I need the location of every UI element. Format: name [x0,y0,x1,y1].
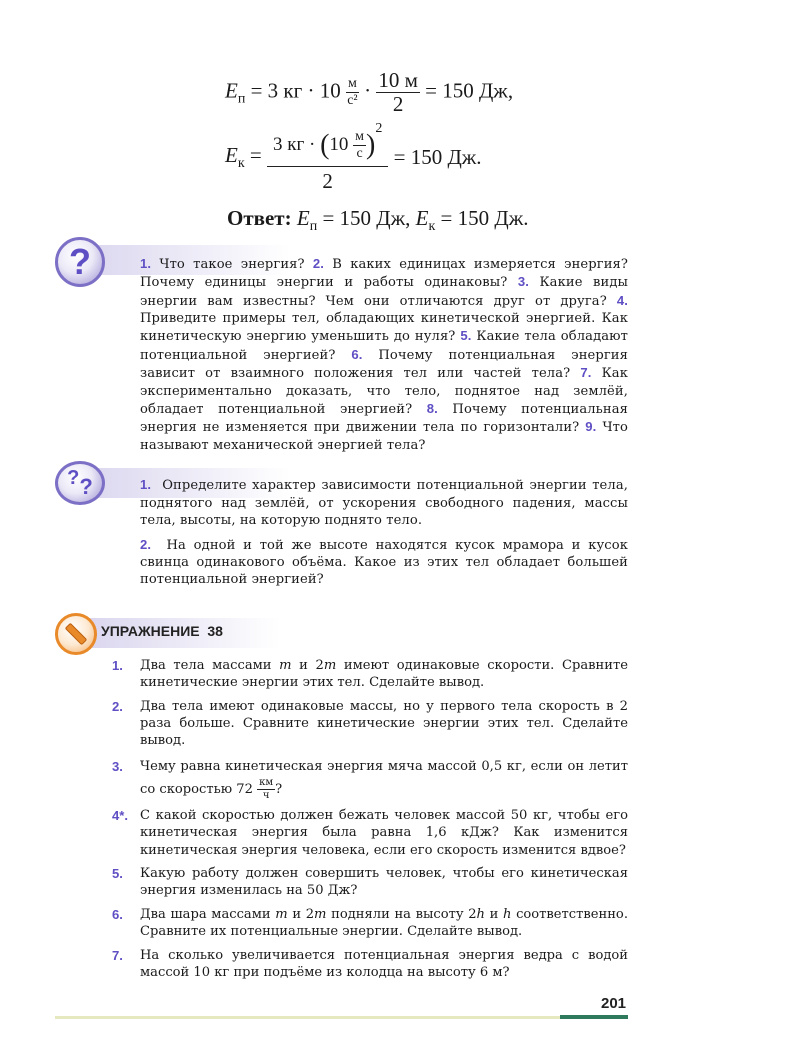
discussion-section [0,466,794,588]
discussion-questions-icon: ? ? [55,461,105,505]
questions-section [0,240,794,454]
exercise-item: 1. Два тела массами m и 2m имеют одинаковые скорости. Сравните кинетические энергии этих тел. Сделайте вывод. [112,657,628,691]
review-questions [140,255,628,454]
question-item: 4. Приведите примеры тел, обладающих кинетической энергией. Как кинетическую энергию уменьшить до нуля? [140,292,628,345]
footer-accent-bar [560,1015,628,1019]
exercise-item: 2. Два тела имеют одинаковые массы, но у первого тела скорость в 2 раза больше. Сравните кинетические энергии этих тел. Сделайте вывод. [112,698,628,749]
exercise-item: 3. Чему равна кинетическая энергия мяча массой 0,5 кг, если он летит со скоростью 72 $\frac{км}{ч}$ ? [112,758,628,801]
exercise-header [0,615,794,651]
question-item: 3. Какие виды энергии вам известны? Чем они отличаются друг от друга? [140,274,628,309]
formula-kinetic-energy: $E_к$ = 3 кг · (10 $\frac{м}{с}$ )$^2$ 2 = 150 Дж. [225,121,482,193]
page-footer [0,995,794,1019]
question-item: 7. Как экспериментально доказать, что тело, поднятое над землёй, обладает потенциальной энергией? [140,365,628,418]
exercise-item: 6. Два шара массами m и 2m подняли на высоту 2h и h соответственно. Сравните их потенциальные энергии. Сделайте вывод. [112,906,628,940]
pencil-icon [55,613,97,655]
question-item: 6. Почему потенциальная энергия зависит от взаимного положения тел или частей тела? [140,346,628,382]
question-item: 5. Какие тела обладают потенциальной энергией? [140,328,628,363]
footer-line [55,1016,560,1019]
question-item: 8. Почему потенциальная энергия не изменяется при движении тела по горизонтали? [140,401,628,436]
question-item: 9. Что называют механической энергией тела? [140,419,628,453]
formula-potential-energy: $E_п = 3$ кг · 10 $\frac{м}{\text{с²}}$ · $\frac{10 м}{2}$ = 150 Дж, [225,68,514,116]
discussion-item: 1. Определите характер зависимости потенциальной энергии тела, поднятого над землёй, от ускорения свободного падения, массы тела, высоты, на которую поднято тело. [140,477,633,529]
exercise-title: УПРАЖНЕНИЕ 38 [101,622,223,639]
page-number: 201 [601,995,627,1013]
question-mark-icon: ? [55,237,105,287]
question-item: 1. Что такое энергия? [140,255,313,272]
exercise-item: 4*. С какой скоростью должен бежать человек массой 50 кг, чтобы его кинетическая энергия была равна 1,6 кДж? Как изменится кинетическая энергия человека, если его скорость изменится вдвое? [112,807,628,858]
discussion-item: 2. На одной и той же высоте находятся кусок мрамора и кусок свинца одинакового объёма. Какое из этих тел обладает большей потенциальной энергией? [140,536,633,588]
exercise-item: 7. На сколько увеличивается потенциальная энергия ведра с водой массой 10 кг при подъёме из колодца на высоту 6 м? [112,947,628,981]
question-item: 2. В каких единицах измеряется энергия? Почему единицы энергии и работы одинаковы? [140,255,629,291]
answer-line: Ответ: $E_п = 150$ Дж, $E_к = 150$ Дж. [227,205,529,234]
exercise-item: 5. Какую работу должен совершить человек, чтобы его кинетическая энергия изменилась на 50 Дж? [112,865,628,899]
